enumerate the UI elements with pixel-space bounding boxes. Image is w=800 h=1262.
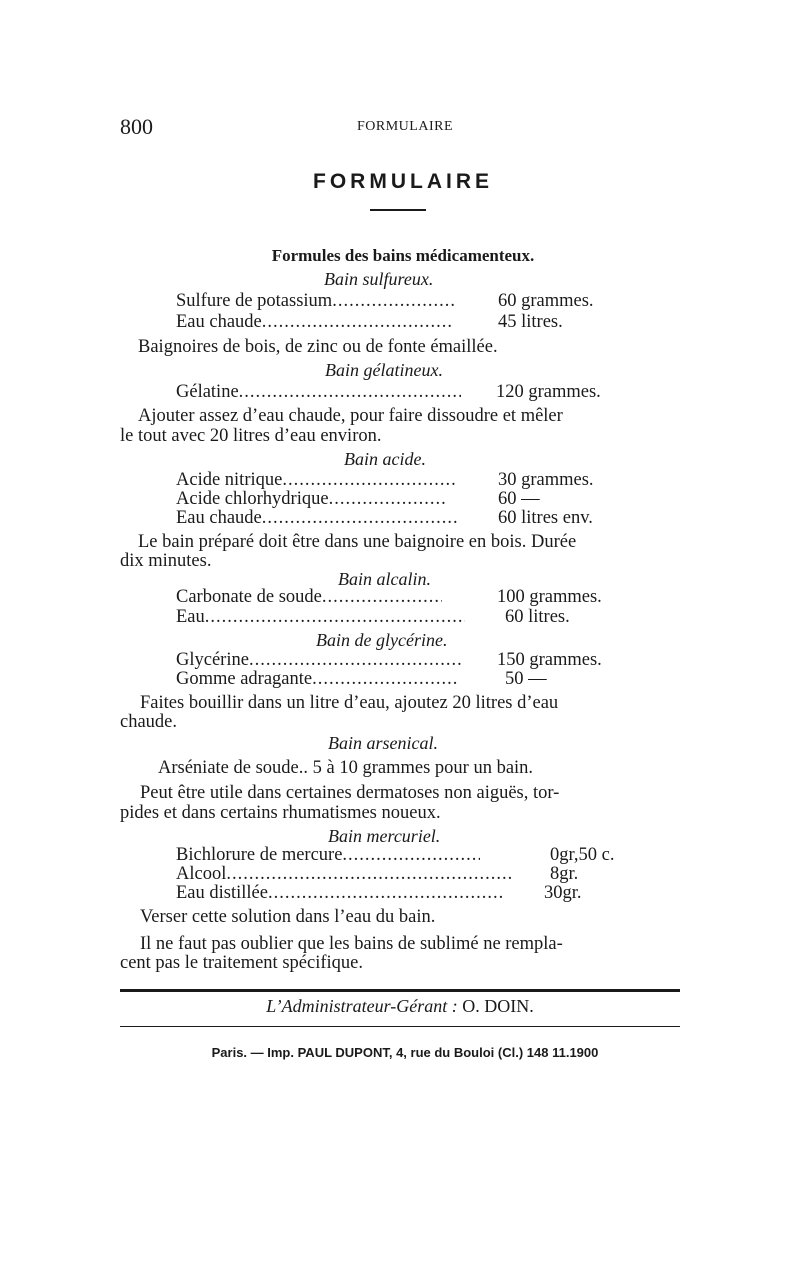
ingredient-qty: 45 litres. bbox=[498, 312, 563, 332]
ingredient-row: Acide chlorhydrique..... bbox=[176, 489, 447, 510]
subtitle-alcalin: Bain alcalin. bbox=[338, 569, 431, 589]
subtitle-sulfureux: Bain sulfureux. bbox=[324, 269, 434, 289]
subtitle-glycerine: Bain de glycérine. bbox=[316, 630, 448, 650]
ingredient-qty: 8gr. bbox=[550, 864, 579, 884]
ingredient-qty: 30gr. bbox=[544, 883, 582, 903]
note: chaude. bbox=[120, 712, 178, 732]
ingredient-row: Eau chaude..... bbox=[176, 312, 452, 333]
ingredient-row: Alcool..... bbox=[176, 864, 511, 885]
ingredient-row: Glycérine..... bbox=[176, 650, 461, 671]
ingredient-qty: 50 — bbox=[505, 669, 547, 689]
note: le tout avec 20 litres d’eau environ. bbox=[120, 426, 382, 446]
note: Il ne faut pas oublier que les bains de sublimé ne rempla- bbox=[140, 934, 563, 954]
ingredient-qty: 60 litres env. bbox=[498, 508, 593, 528]
note: Le bain préparé doit être dans une baignoire en bois. Durée bbox=[138, 532, 577, 552]
ingredient-qty: 150 grammes. bbox=[497, 650, 602, 670]
note: Ajouter assez d’eau chaude, pour faire dissoudre et mêler bbox=[138, 406, 563, 426]
running-header: FORMULAIRE bbox=[356, 119, 453, 134]
ingredient-qty: 100 grammes. bbox=[497, 587, 602, 607]
ingredient-row: Bichlorure de mercure..... bbox=[176, 845, 480, 866]
ingredient-qty: 60 grammes. bbox=[498, 291, 594, 311]
subtitle-gelatineux: Bain gélatineux. bbox=[325, 360, 443, 380]
subtitle-arsenical: Bain arsenical. bbox=[328, 733, 438, 753]
note: Peut être utile dans certaines dermatoses non aiguës, tor- bbox=[140, 783, 560, 803]
note: cent pas le traitement spécifique. bbox=[120, 953, 363, 973]
ingredient-row: Acide nitrique..... bbox=[176, 470, 457, 491]
title-underline bbox=[370, 209, 426, 211]
ingredient-row: Eau distillée..... bbox=[176, 883, 503, 904]
subtitle-acide: Bain acide. bbox=[344, 449, 426, 469]
note: Baignoires de bois, de zinc ou de fonte émaillée. bbox=[138, 337, 498, 357]
ingredient-qty: 120 grammes. bbox=[496, 382, 601, 402]
ingredient-row: Gomme adragante..... bbox=[176, 669, 457, 690]
subtitle-mercuriel: Bain mercuriel. bbox=[328, 826, 441, 846]
ingredient-row: Sulfure de potassium..... bbox=[176, 291, 457, 312]
note: Verser cette solution dans l’eau du bain. bbox=[140, 907, 436, 927]
footer-rule-top bbox=[120, 989, 680, 992]
ingredient-row: Gélatine..... bbox=[176, 382, 461, 403]
footer-rule-bottom bbox=[120, 1026, 680, 1027]
ingredient-qty: 60 litres. bbox=[505, 607, 570, 627]
section-title: Formules des bains médicamenteux. bbox=[271, 246, 535, 265]
ingredient-qty: 30 grammes. bbox=[498, 470, 594, 490]
ingredient-row: Carbonate de soude..... bbox=[176, 587, 442, 608]
ingredient-row: Eau..... bbox=[176, 607, 465, 628]
signature: L’Administrateur-Gérant : O. DOIN. bbox=[266, 996, 534, 1016]
ingredient-qty: 60 — bbox=[498, 489, 540, 509]
note: pides et dans certains rhumatismes noueux. bbox=[120, 803, 441, 823]
note: Faites bouillir dans un litre d’eau, ajoutez 20 litres d’eau bbox=[140, 693, 559, 713]
note: dix minutes. bbox=[120, 551, 212, 571]
printer-imprint: Paris. — Imp. PAUL DUPONT, 4, rue du Bouloi (Cl.) 148 11.1900 bbox=[211, 1045, 599, 1060]
formula-line: Arséniate de soude.. 5 à 10 grammes pour un bain. bbox=[158, 758, 534, 778]
page-title: FORMULAIRE bbox=[313, 170, 493, 193]
page-number: 800 bbox=[120, 114, 153, 139]
ingredient-qty: 0gr,50 c. bbox=[550, 845, 615, 865]
ingredient-row: Eau chaude..... bbox=[176, 508, 457, 529]
